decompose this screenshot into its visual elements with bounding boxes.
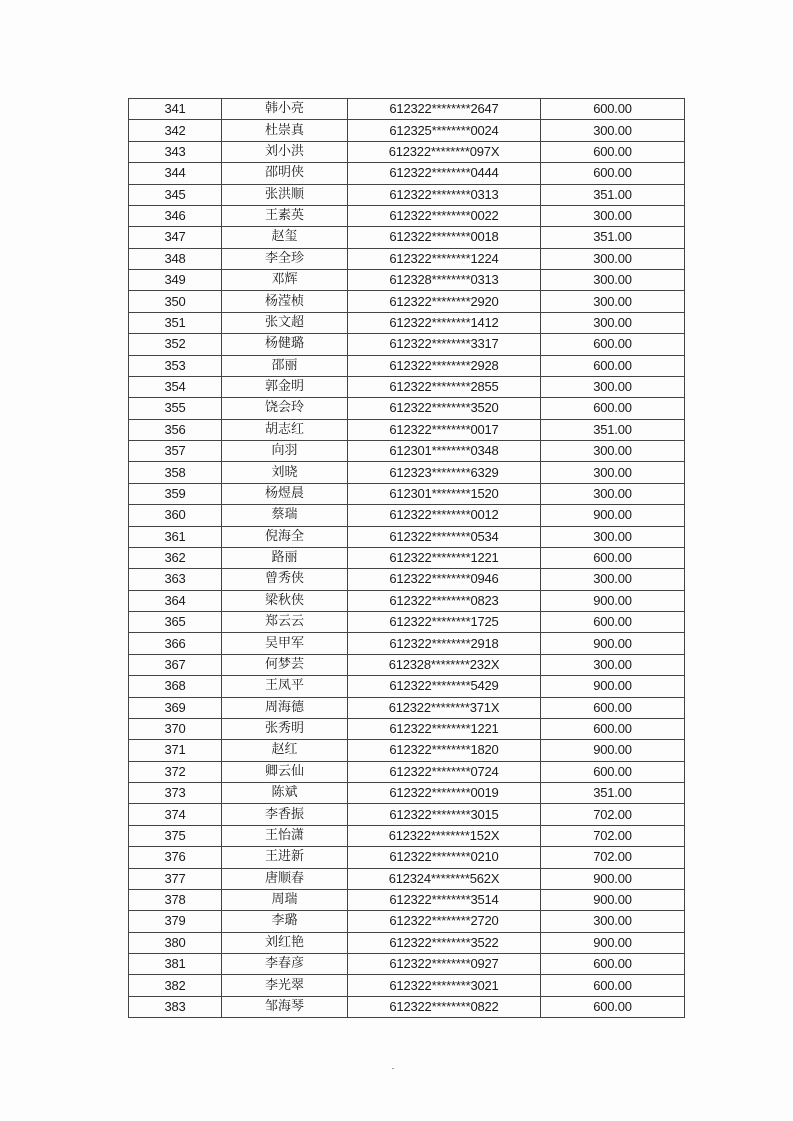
table-row xyxy=(129,547,685,568)
id-number: 612322********0210 xyxy=(348,847,541,868)
table-row xyxy=(129,740,685,761)
table-row xyxy=(129,184,685,205)
row-number: 345 xyxy=(129,184,222,205)
id-number: 612322********3021 xyxy=(348,975,541,996)
id-number: 612322********3015 xyxy=(348,804,541,825)
row-number: 354 xyxy=(129,376,222,397)
amount: 900.00 xyxy=(541,868,685,889)
table-row xyxy=(129,227,685,248)
person-name: 韩小亮 xyxy=(222,99,348,120)
id-number: 612322********0724 xyxy=(348,761,541,782)
amount: 300.00 xyxy=(541,569,685,590)
person-name: 王进新 xyxy=(222,847,348,868)
person-name: 唐顺春 xyxy=(222,868,348,889)
row-number: 341 xyxy=(129,99,222,120)
table-row xyxy=(129,334,685,355)
table-row xyxy=(129,120,685,141)
id-number: 612322********2928 xyxy=(348,355,541,376)
person-name: 倪海全 xyxy=(222,526,348,547)
row-number: 366 xyxy=(129,633,222,654)
row-number: 373 xyxy=(129,783,222,804)
amount: 300.00 xyxy=(541,291,685,312)
row-number: 360 xyxy=(129,505,222,526)
id-number: 612322********2918 xyxy=(348,633,541,654)
person-name: 何梦芸 xyxy=(222,654,348,675)
amount: 600.00 xyxy=(541,761,685,782)
amount: 900.00 xyxy=(541,676,685,697)
row-number: 383 xyxy=(129,996,222,1017)
id-number: 612322********1820 xyxy=(348,740,541,761)
amount: 300.00 xyxy=(541,312,685,333)
amount: 900.00 xyxy=(541,505,685,526)
row-number: 348 xyxy=(129,248,222,269)
row-number: 362 xyxy=(129,547,222,568)
table-row xyxy=(129,932,685,953)
person-name: 李全珍 xyxy=(222,248,348,269)
table-row xyxy=(129,954,685,975)
amount: 600.00 xyxy=(541,398,685,419)
table-row xyxy=(129,312,685,333)
id-number: 612322********1221 xyxy=(348,547,541,568)
row-number: 376 xyxy=(129,847,222,868)
id-number: 612322********3522 xyxy=(348,932,541,953)
row-number: 375 xyxy=(129,825,222,846)
id-number: 612323********6329 xyxy=(348,462,541,483)
amount: 900.00 xyxy=(541,590,685,611)
id-number: 612324********562X xyxy=(348,868,541,889)
id-number: 612322********0012 xyxy=(348,505,541,526)
row-number: 343 xyxy=(129,141,222,162)
person-name: 杜崇真 xyxy=(222,120,348,141)
amount: 300.00 xyxy=(541,376,685,397)
row-number: 378 xyxy=(129,889,222,910)
id-number: 612322********2720 xyxy=(348,911,541,932)
amount: 300.00 xyxy=(541,441,685,462)
scan-speck xyxy=(392,1068,394,1069)
id-number: 612322********2647 xyxy=(348,99,541,120)
id-number: 612301********0348 xyxy=(348,441,541,462)
id-number: 612322********0823 xyxy=(348,590,541,611)
row-number: 347 xyxy=(129,227,222,248)
row-number: 380 xyxy=(129,932,222,953)
person-name: 杨健璐 xyxy=(222,334,348,355)
row-number: 349 xyxy=(129,270,222,291)
id-number: 612325********0024 xyxy=(348,120,541,141)
row-number: 377 xyxy=(129,868,222,889)
table-row xyxy=(129,590,685,611)
table-row xyxy=(129,975,685,996)
amount: 900.00 xyxy=(541,932,685,953)
roster-table-body xyxy=(129,99,685,1018)
table-row xyxy=(129,569,685,590)
person-name: 郭金明 xyxy=(222,376,348,397)
amount: 600.00 xyxy=(541,612,685,633)
amount: 600.00 xyxy=(541,697,685,718)
id-number: 612328********0313 xyxy=(348,270,541,291)
id-number: 612322********1412 xyxy=(348,312,541,333)
row-number: 356 xyxy=(129,419,222,440)
row-number: 346 xyxy=(129,205,222,226)
person-name: 曾秀侠 xyxy=(222,569,348,590)
subsidy-roster-table xyxy=(128,98,685,1018)
amount: 702.00 xyxy=(541,847,685,868)
person-name: 赵红 xyxy=(222,740,348,761)
amount: 300.00 xyxy=(541,526,685,547)
person-name: 梁秋侠 xyxy=(222,590,348,611)
id-number: 612322********1221 xyxy=(348,718,541,739)
amount: 300.00 xyxy=(541,205,685,226)
person-name: 饶会玲 xyxy=(222,398,348,419)
amount: 351.00 xyxy=(541,419,685,440)
id-number: 612322********152X xyxy=(348,825,541,846)
row-number: 364 xyxy=(129,590,222,611)
row-number: 365 xyxy=(129,612,222,633)
table-row xyxy=(129,996,685,1017)
table-row xyxy=(129,99,685,120)
table-row xyxy=(129,825,685,846)
person-name: 李光翠 xyxy=(222,975,348,996)
person-name: 王怡潇 xyxy=(222,825,348,846)
person-name: 路丽 xyxy=(222,547,348,568)
amount: 600.00 xyxy=(541,141,685,162)
id-number: 612322********0822 xyxy=(348,996,541,1017)
table-row xyxy=(129,462,685,483)
table-row xyxy=(129,270,685,291)
person-name: 张秀明 xyxy=(222,718,348,739)
id-number: 612322********0022 xyxy=(348,205,541,226)
id-number: 612322********0927 xyxy=(348,954,541,975)
id-number: 612322********371X xyxy=(348,697,541,718)
amount: 600.00 xyxy=(541,996,685,1017)
person-name: 邓辉 xyxy=(222,270,348,291)
id-number: 612322********2920 xyxy=(348,291,541,312)
row-number: 357 xyxy=(129,441,222,462)
table-row xyxy=(129,654,685,675)
person-name: 刘晓 xyxy=(222,462,348,483)
amount: 351.00 xyxy=(541,783,685,804)
id-number: 612322********0534 xyxy=(348,526,541,547)
table-row xyxy=(129,355,685,376)
id-number: 612322********0946 xyxy=(348,569,541,590)
row-number: 352 xyxy=(129,334,222,355)
person-name: 杨煜晨 xyxy=(222,483,348,504)
id-number: 612322********1224 xyxy=(348,248,541,269)
table-row xyxy=(129,376,685,397)
row-number: 342 xyxy=(129,120,222,141)
id-number: 612322********0018 xyxy=(348,227,541,248)
person-name: 邹海琴 xyxy=(222,996,348,1017)
table-row xyxy=(129,911,685,932)
table-row xyxy=(129,633,685,654)
amount: 600.00 xyxy=(541,334,685,355)
amount: 900.00 xyxy=(541,889,685,910)
person-name: 陈斌 xyxy=(222,783,348,804)
table-row xyxy=(129,526,685,547)
row-number: 370 xyxy=(129,718,222,739)
row-number: 369 xyxy=(129,697,222,718)
amount: 600.00 xyxy=(541,547,685,568)
row-number: 351 xyxy=(129,312,222,333)
amount: 351.00 xyxy=(541,184,685,205)
row-number: 350 xyxy=(129,291,222,312)
table-row xyxy=(129,612,685,633)
amount: 351.00 xyxy=(541,227,685,248)
amount: 300.00 xyxy=(541,270,685,291)
person-name: 李春彦 xyxy=(222,954,348,975)
table-row xyxy=(129,804,685,825)
table-row xyxy=(129,483,685,504)
person-name: 赵玺 xyxy=(222,227,348,248)
table-row xyxy=(129,291,685,312)
id-number: 612322********1725 xyxy=(348,612,541,633)
table-row xyxy=(129,868,685,889)
row-number: 371 xyxy=(129,740,222,761)
person-name: 胡志红 xyxy=(222,419,348,440)
person-name: 蔡瑞 xyxy=(222,505,348,526)
row-number: 353 xyxy=(129,355,222,376)
amount: 300.00 xyxy=(541,654,685,675)
id-number: 612322********0313 xyxy=(348,184,541,205)
person-name: 李璐 xyxy=(222,911,348,932)
id-number: 612322********0017 xyxy=(348,419,541,440)
table-row xyxy=(129,761,685,782)
amount: 300.00 xyxy=(541,483,685,504)
person-name: 邵丽 xyxy=(222,355,348,376)
person-name: 刘小洪 xyxy=(222,141,348,162)
amount: 900.00 xyxy=(541,740,685,761)
row-number: 382 xyxy=(129,975,222,996)
id-number: 612322********3317 xyxy=(348,334,541,355)
person-name: 卿云仙 xyxy=(222,761,348,782)
amount: 600.00 xyxy=(541,975,685,996)
row-number: 363 xyxy=(129,569,222,590)
id-number: 612322********3520 xyxy=(348,398,541,419)
id-number: 612301********1520 xyxy=(348,483,541,504)
table-row xyxy=(129,398,685,419)
table-row xyxy=(129,505,685,526)
person-name: 张文超 xyxy=(222,312,348,333)
table-row xyxy=(129,889,685,910)
person-name: 向羽 xyxy=(222,441,348,462)
amount: 600.00 xyxy=(541,718,685,739)
person-name: 杨滢桢 xyxy=(222,291,348,312)
amount: 300.00 xyxy=(541,911,685,932)
table-row xyxy=(129,141,685,162)
table-row xyxy=(129,205,685,226)
row-number: 379 xyxy=(129,911,222,932)
table-row xyxy=(129,783,685,804)
row-number: 372 xyxy=(129,761,222,782)
person-name: 郑云云 xyxy=(222,612,348,633)
row-number: 374 xyxy=(129,804,222,825)
id-number: 612322********0444 xyxy=(348,163,541,184)
person-name: 周海德 xyxy=(222,697,348,718)
row-number: 359 xyxy=(129,483,222,504)
id-number: 612322********0019 xyxy=(348,783,541,804)
id-number: 612328********232X xyxy=(348,654,541,675)
table-row xyxy=(129,248,685,269)
person-name: 吴甲军 xyxy=(222,633,348,654)
person-name: 张洪顺 xyxy=(222,184,348,205)
row-number: 367 xyxy=(129,654,222,675)
amount: 600.00 xyxy=(541,99,685,120)
table-row xyxy=(129,441,685,462)
amount: 600.00 xyxy=(541,355,685,376)
id-number: 612322********5429 xyxy=(348,676,541,697)
amount: 600.00 xyxy=(541,954,685,975)
table-row xyxy=(129,163,685,184)
person-name: 李香振 xyxy=(222,804,348,825)
table-row xyxy=(129,697,685,718)
amount: 900.00 xyxy=(541,633,685,654)
id-number: 612322********3514 xyxy=(348,889,541,910)
person-name: 邵明侠 xyxy=(222,163,348,184)
amount: 300.00 xyxy=(541,120,685,141)
row-number: 361 xyxy=(129,526,222,547)
person-name: 王素英 xyxy=(222,205,348,226)
amount: 702.00 xyxy=(541,825,685,846)
table-row xyxy=(129,676,685,697)
row-number: 355 xyxy=(129,398,222,419)
amount: 702.00 xyxy=(541,804,685,825)
table-row xyxy=(129,847,685,868)
id-number: 612322********2855 xyxy=(348,376,541,397)
person-name: 周瑞 xyxy=(222,889,348,910)
id-number: 612322********097X xyxy=(348,141,541,162)
row-number: 358 xyxy=(129,462,222,483)
row-number: 344 xyxy=(129,163,222,184)
table-row xyxy=(129,419,685,440)
row-number: 368 xyxy=(129,676,222,697)
amount: 300.00 xyxy=(541,462,685,483)
table-row xyxy=(129,718,685,739)
amount: 600.00 xyxy=(541,163,685,184)
person-name: 王凤平 xyxy=(222,676,348,697)
person-name: 刘红艳 xyxy=(222,932,348,953)
amount: 300.00 xyxy=(541,248,685,269)
row-number: 381 xyxy=(129,954,222,975)
